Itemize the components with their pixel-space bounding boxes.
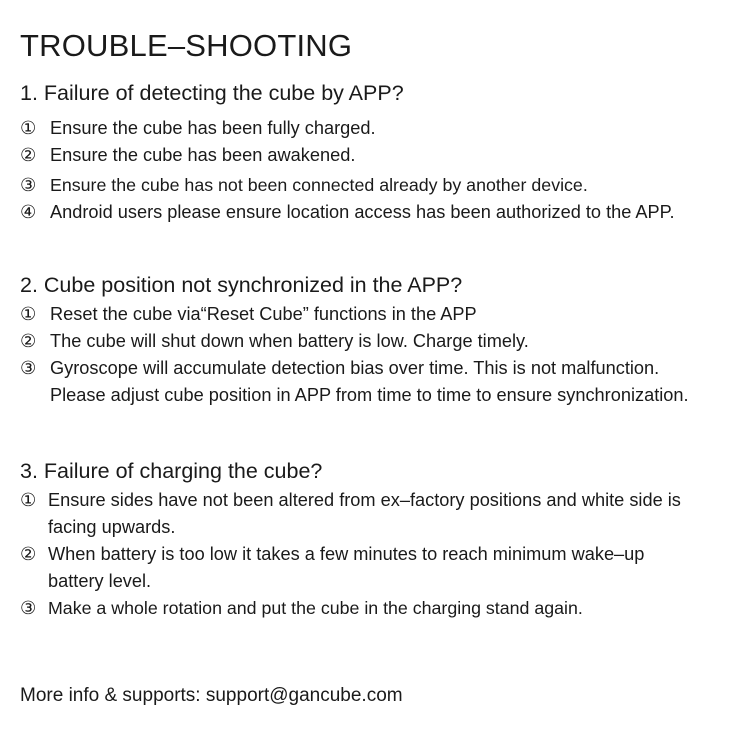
list-item bbox=[20, 487, 735, 541]
section-position-sync bbox=[20, 270, 735, 409]
item-number: ③ bbox=[20, 358, 37, 378]
section-heading: 3. Failure of charging the cube? bbox=[20, 459, 323, 483]
item-number: ② bbox=[20, 145, 37, 165]
list-item bbox=[20, 142, 735, 169]
item-number: ① bbox=[20, 118, 37, 138]
item-text: Make a whole rotation and put the cube in the charging stand again. bbox=[48, 598, 583, 618]
item-text: Reset the cube via“Reset Cube” functions in the APP bbox=[50, 304, 477, 324]
list-item bbox=[20, 328, 735, 355]
item-number: ① bbox=[20, 490, 37, 510]
list-item bbox=[20, 172, 735, 199]
item-number: ③ bbox=[20, 598, 37, 618]
page-title: TROUBLE–SHOOTING bbox=[20, 28, 353, 63]
list-item bbox=[20, 199, 735, 226]
list-item bbox=[20, 595, 735, 622]
item-number: ② bbox=[20, 331, 37, 351]
item-text: The cube will shut down when battery is low. Charge timely. bbox=[50, 331, 529, 351]
item-text: Ensure the cube has been fully charged. bbox=[50, 118, 376, 138]
item-number: ① bbox=[20, 304, 37, 324]
list-item bbox=[20, 355, 735, 409]
item-text: Android users please ensure location access has been authorized to the APP. bbox=[50, 202, 675, 222]
section-heading: 1. Failure of detecting the cube by APP? bbox=[20, 81, 404, 105]
item-number: ② bbox=[20, 544, 37, 564]
item-text: When battery is too low it takes a few minutes to reach minimum wake–up battery level. bbox=[48, 544, 645, 591]
item-text: Ensure the cube has been awakened. bbox=[50, 145, 356, 165]
section-detecting-cube bbox=[20, 78, 735, 226]
item-number: ③ bbox=[20, 175, 37, 195]
list-item bbox=[20, 541, 735, 595]
item-text: Ensure sides have not been altered from ex–factory positions and white side is facing upwards. bbox=[48, 490, 681, 537]
support-contact: More info & supports: support@gancube.com bbox=[20, 685, 403, 706]
section-heading: 2. Cube position not synchronized in the APP? bbox=[20, 273, 463, 297]
item-number: ④ bbox=[20, 202, 37, 222]
section-charging bbox=[20, 456, 735, 622]
item-text: Ensure the cube has not been connected already by another device. bbox=[50, 175, 588, 195]
list-item bbox=[20, 301, 735, 328]
item-text: Gyroscope will accumulate detection bias over time. This is not malfunction. Please adjust cube position in APP from time to time to ensure synchronization. bbox=[50, 358, 689, 405]
list-item bbox=[20, 115, 735, 142]
